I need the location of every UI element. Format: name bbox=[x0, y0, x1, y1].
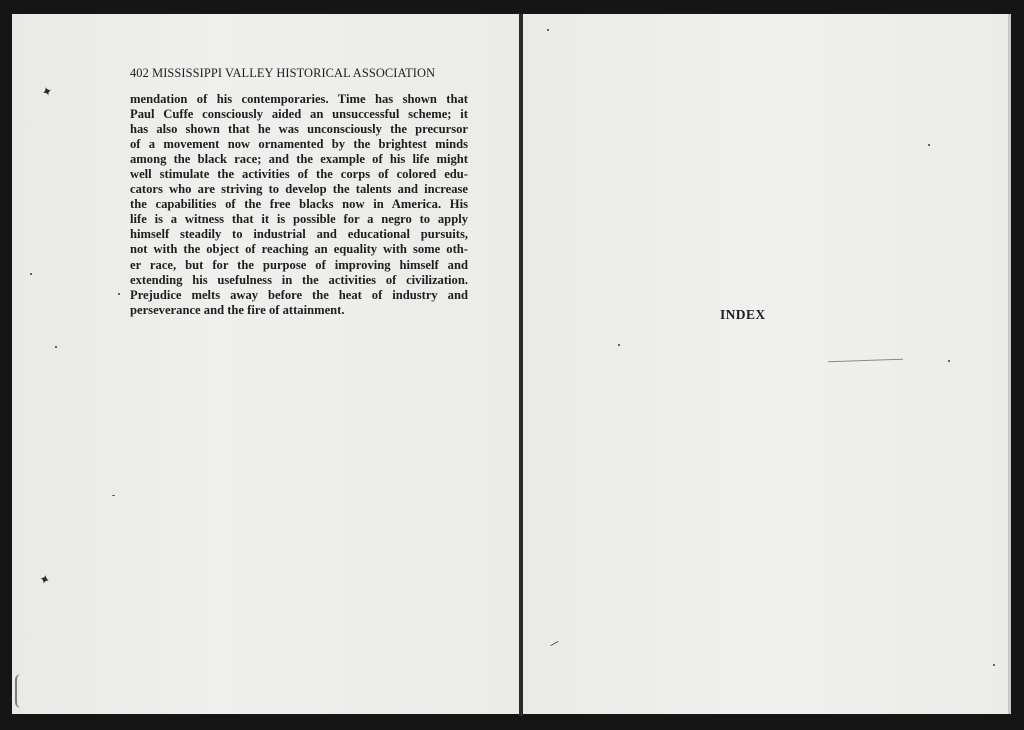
text-line: himself steadily to industrial and educational pursuits, bbox=[130, 227, 468, 242]
text-line: Prejudice melts away before the heat of industry and bbox=[130, 287, 468, 302]
text-line: life is a witness that it is possible for a negro to apply bbox=[130, 212, 468, 227]
scan-speck bbox=[993, 664, 995, 666]
scan-speck bbox=[948, 360, 950, 362]
scan-speck bbox=[618, 344, 620, 346]
scan-speck bbox=[55, 346, 57, 348]
scan-speck bbox=[928, 144, 930, 146]
text-line: extending his usefulness in the activities of civilization. bbox=[130, 272, 468, 287]
text-line: the capabilities of the free blacks now in America. His bbox=[130, 197, 468, 212]
scan-edge-mark bbox=[15, 674, 23, 708]
text-line: has also shown that he was unconsciously the precursor bbox=[130, 122, 468, 137]
scan-blemish: ⁄ bbox=[550, 639, 558, 650]
text-line: cators who are striving to develop the talents and increase bbox=[130, 182, 468, 197]
right-page bbox=[523, 14, 1011, 714]
left-page bbox=[12, 14, 519, 714]
text-line: well stimulate the activities of the corps of colored edu- bbox=[130, 167, 468, 182]
text-line: not with the object of reaching an equality with some oth- bbox=[130, 242, 468, 257]
scan-speck bbox=[118, 293, 120, 295]
index-heading: INDEX bbox=[720, 307, 766, 322]
text-line: of a movement now ornamented by the brightest minds bbox=[130, 137, 468, 152]
text-line: perseverance and the fire of attainment. bbox=[130, 302, 345, 317]
scan-speck bbox=[30, 273, 32, 275]
scan-blemish: ✦ bbox=[39, 83, 56, 102]
body-paragraph bbox=[130, 92, 468, 318]
running-head: 402 MISSISSIPPI VALLEY HISTORICAL ASSOCIATION bbox=[130, 66, 436, 80]
text-line: er race, but for the purpose of improving himself and bbox=[130, 257, 468, 272]
text-line: Paul Cuffe consciously aided an unsuccessful scheme; it bbox=[130, 107, 468, 122]
scan-blemish: ✦ bbox=[37, 571, 52, 590]
scan-scratch bbox=[828, 359, 903, 363]
text-line: among the black race; and the example of his life might bbox=[130, 152, 468, 167]
text-line: mendation of his contemporaries. Time has shown that bbox=[130, 92, 468, 106]
page-edge-shadow bbox=[1008, 14, 1011, 714]
scan-speck bbox=[547, 29, 549, 31]
scan-speck bbox=[112, 495, 115, 496]
